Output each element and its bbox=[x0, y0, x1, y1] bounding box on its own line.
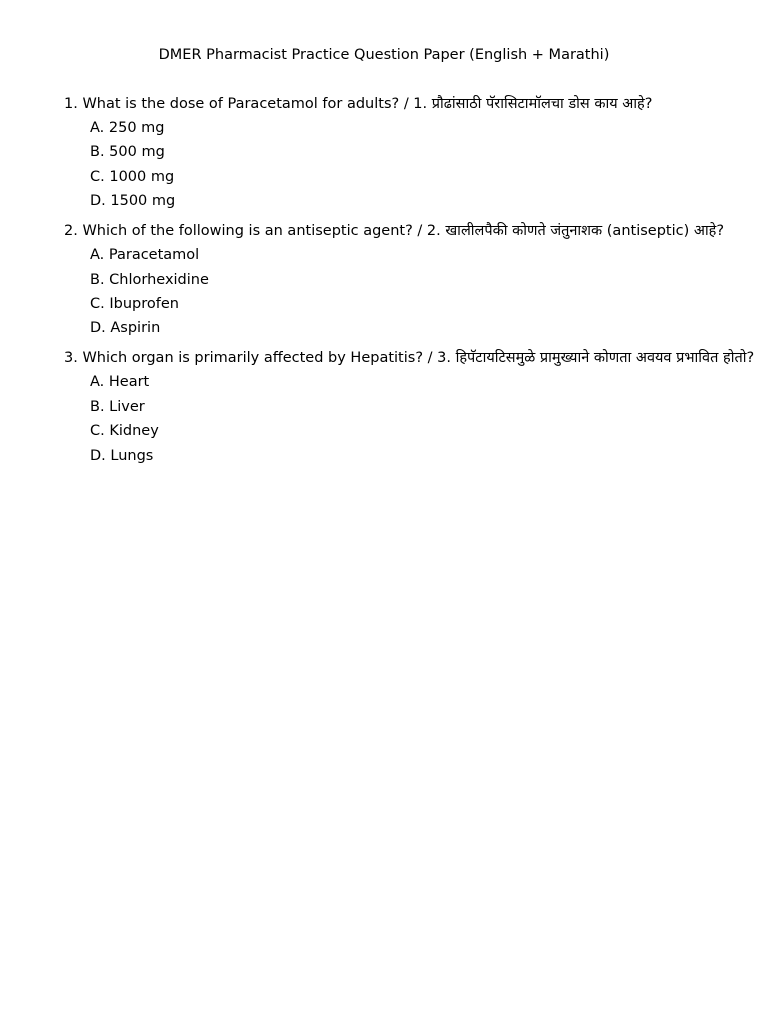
option-item: B. Chlorhexidine bbox=[90, 271, 209, 288]
option-list bbox=[64, 373, 768, 464]
question-text: 1. What is the dose of Paracetamol for adults? / 1. प्रौढांसाठी पॅरासिटामॉलचा डोस काय आहे? bbox=[64, 96, 653, 112]
option-item: A. Paracetamol bbox=[90, 247, 200, 264]
question-item bbox=[64, 95, 768, 210]
option-item: D. Aspirin bbox=[90, 320, 161, 337]
question-text: 2. Which of the following is an antiseptic agent? / 2. खालीलपैकी कोणते जंतुनाशक (antiseptic) आहे? bbox=[64, 223, 725, 240]
option-item: A. 250 mg bbox=[90, 120, 165, 136]
question-list bbox=[64, 95, 768, 477]
option-item: C. Kidney bbox=[90, 423, 159, 440]
question-item bbox=[64, 349, 768, 464]
page-title: DMER Pharmacist Practice Question Paper (English + Marathi) bbox=[158, 47, 610, 63]
question-item bbox=[64, 222, 768, 337]
option-item: A. Heart bbox=[90, 374, 150, 391]
option-item: B. Liver bbox=[90, 398, 145, 415]
option-item: C. 1000 mg bbox=[90, 168, 175, 185]
option-item: D. Lungs bbox=[90, 447, 154, 464]
option-item: B. 500 mg bbox=[90, 144, 165, 161]
option-item: C. Ibuprofen bbox=[90, 295, 179, 312]
question-text: 3. Which organ is primarily affected by Hepatitis? / 3. हिपॅटायटिसमुळे प्रामुख्याने कोणता अवयव प्रभावित होतो? bbox=[64, 350, 755, 367]
option-list bbox=[64, 119, 768, 210]
option-list bbox=[64, 246, 768, 337]
option-item: D. 1500 mg bbox=[90, 193, 176, 210]
